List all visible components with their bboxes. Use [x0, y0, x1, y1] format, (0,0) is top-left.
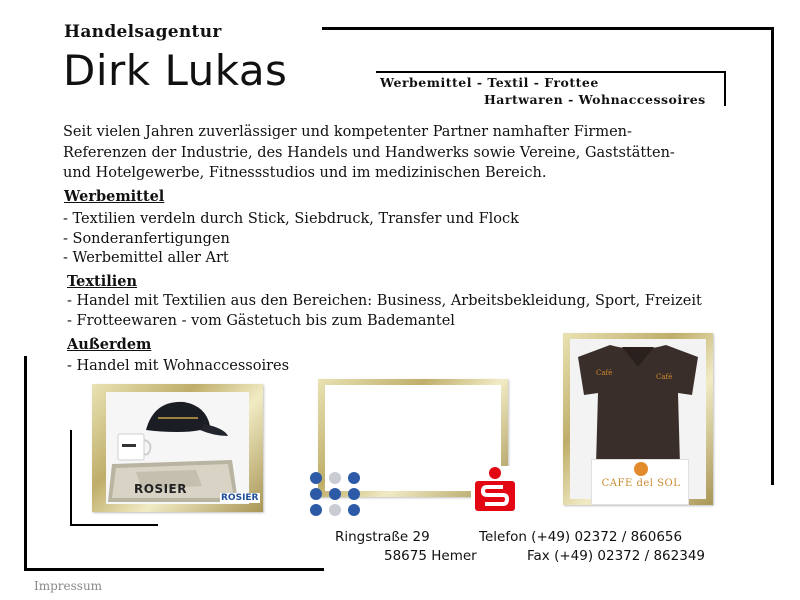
- heading-werbemittel: Werbemittel: [64, 188, 165, 205]
- rosier-bag-label: ROSIER: [134, 482, 187, 496]
- frame-line-bottom: [24, 568, 324, 571]
- list-item: - Handel mit Wohnaccessoires: [67, 358, 290, 374]
- list-item: - Sonderanfertigungen: [63, 231, 230, 247]
- frame-line-left: [24, 356, 27, 571]
- frame-line-top-right: [322, 27, 774, 30]
- dots-logo: [308, 471, 364, 517]
- sparkasse-icon: [471, 466, 519, 514]
- inner-line-left: [70, 430, 72, 526]
- tagline-line1: Werbemittel - Textil - Frottee: [380, 75, 599, 90]
- agentur-title: Handelsagentur: [64, 22, 222, 42]
- frame-line-right: [771, 27, 774, 485]
- intro-text: [63, 122, 703, 184]
- tag-line-top: [376, 71, 726, 73]
- svg-text:Café: Café: [596, 369, 613, 377]
- contact-phone: Telefon (+49) 02372 / 860656: [479, 529, 683, 545]
- impressum-link[interactable]: Impressum: [34, 579, 103, 593]
- company-name: Dirk Lukas: [63, 46, 288, 95]
- intro-line-3: und Hotelgewerbe, Fitnessstudios und im medizinischen Bereich.: [63, 165, 547, 181]
- inner-line-bottom: [70, 524, 158, 526]
- intro-line-2: Referenzen der Industrie, des Handels und Handwerks sowie Vereine, Gaststätten-: [63, 144, 675, 161]
- heading-ausserdem: Außerdem: [67, 336, 152, 353]
- contact-city: 58675 Hemer: [384, 548, 477, 564]
- cafe-logo-text: CAFE del SOL: [601, 478, 681, 489]
- intro-line-1: Seit vielen Jahren zuverlässiger und kompetenter Partner namhafter Firmen-: [63, 124, 632, 140]
- list-item: - Handel mit Textilien aus den Bereichen: Business, Arbeitsbekleidung, Sport, Freizeit: [67, 293, 702, 309]
- tagline-line2: Hartwaren - Wohnaccessoires: [484, 92, 706, 107]
- rosier-logo: ROSIER: [221, 493, 259, 503]
- tag-line-right: [724, 71, 726, 106]
- heading-textilien: Textilien: [67, 273, 137, 290]
- photo-frame-werbemittel: [92, 384, 263, 512]
- cafe-logo: [591, 459, 689, 505]
- svg-text:Café: Café: [656, 373, 673, 381]
- list-item: - Werbemittel aller Art: [63, 250, 229, 266]
- list-item: - Frotteewaren - vom Gästetuch bis zum Bademantel: [67, 313, 455, 329]
- sun-icon: [634, 462, 648, 476]
- list-item: - Textilien verdeln durch Stick, Siebdruck, Transfer und Flock: [63, 211, 519, 227]
- contact-fax: Fax (+49) 02372 / 862349: [527, 548, 706, 564]
- photo-frame-textil: [563, 333, 713, 505]
- contact-street: Ringstraße 29: [335, 529, 430, 545]
